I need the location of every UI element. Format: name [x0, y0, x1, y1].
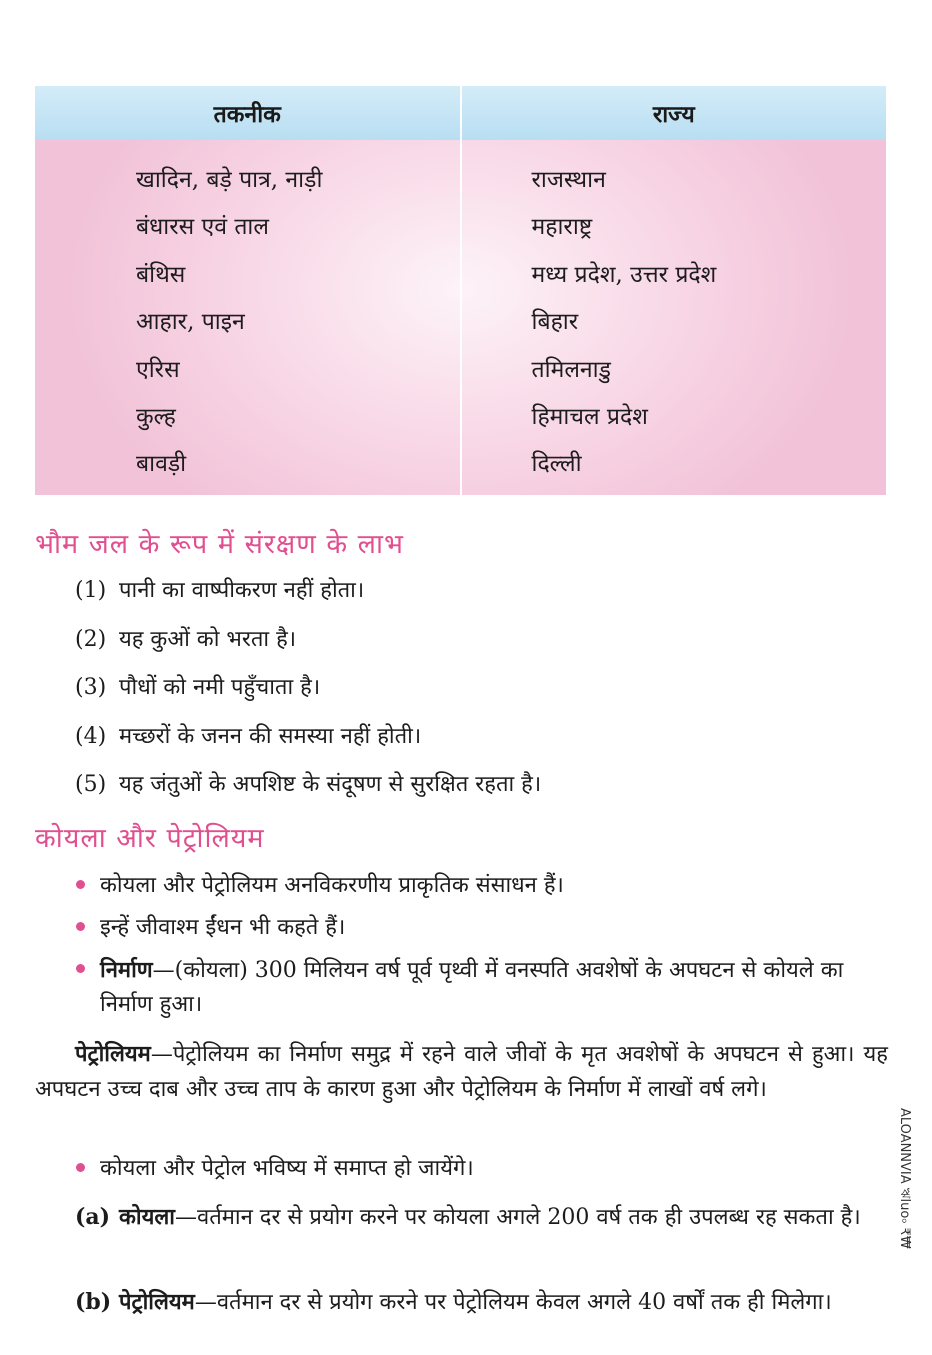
bullet-term: निर्माण [100, 957, 153, 983]
bullet-text: कोयला और पेट्रोलियम अनविकरणीय प्राकृतिक संसाधन हैं। [100, 873, 564, 898]
list-item [75, 768, 541, 817]
technique-cell: एरिस [136, 356, 180, 383]
state-cell: राजस्थान [531, 167, 606, 193]
technique-cell: बंधारस एवं ताल [136, 214, 269, 241]
item-number: (2) [75, 626, 107, 652]
item-text: —वर्तमान दर से प्रयोग करने पर कोयला अगले 200 वर्ष तक ही उपलब्ध रह सकता है। [174, 1205, 861, 1230]
bullet-item [76, 953, 888, 1022]
state-cell: मध्य प्रदेश, उत्तर प्रदेश [531, 261, 717, 288]
technique-cell: कुल्ह [136, 403, 176, 430]
bullet-dot-icon [76, 964, 85, 973]
list-item [75, 623, 541, 672]
item-number: (4) [75, 723, 107, 749]
item-text: —वर्तमान दर से प्रयोग करने पर पेट्रोलियम केवल अगले 40 वर्षों तक ही मिलेगा। [194, 1290, 832, 1315]
table-header [35, 86, 886, 140]
bullet-item [76, 1152, 474, 1186]
table-body [35, 140, 886, 495]
groundwater-heading: भौम जल के रूप में संरक्षण के लाभ [35, 529, 404, 560]
state-column [460, 140, 887, 495]
bullet-dot-icon [76, 880, 85, 889]
item-number: (5) [75, 772, 107, 798]
state-cell: महाराष्ट्र [531, 214, 593, 241]
list-item [75, 574, 541, 623]
paragraph-text: —पेट्रोलियम का निर्माण समुद्र में रहने वाले जीवों के मृत अवशेषों के अपघटन से हुआ। यह अपघटन उच्च दाब और उच्च ताप के कारण हुआ और पेट्रोलियम के निर्माण में लाखों वर्ष लगे। [35, 1042, 888, 1102]
groundwater-list [75, 574, 541, 817]
technique-cell: बंथिस [136, 261, 186, 288]
item-text: यह जंतुओं के अपशिष्ट के संदूषण से सुरक्षित रहता है। [119, 772, 542, 798]
techniques-table [35, 86, 886, 495]
header-state: राज्य [460, 86, 887, 140]
item-label: (b) [75, 1289, 112, 1315]
bullet-item [76, 869, 888, 903]
item-term: कोयला [119, 1204, 175, 1230]
list-item [75, 720, 541, 769]
item-text: मच्छरों के जनन की समस्या नहीं होती। [119, 723, 422, 749]
petroleum-future-item [75, 1284, 888, 1321]
item-text: यह कुओं को भरता है। [119, 626, 297, 652]
state-cell: दिल्ली [531, 451, 582, 478]
bullet-item [76, 911, 888, 945]
item-text: पानी का वाष्पीकरण नहीं होता। [119, 578, 365, 603]
list-item [75, 671, 541, 720]
item-number: (1) [75, 578, 107, 603]
coal-heading: कोयला और पेट्रोलियम [35, 823, 265, 854]
technique-cell: आहार, पाइन [136, 309, 245, 336]
technique-column [35, 140, 460, 495]
bullet-text: कोयला और पेट्रोल भविष्य में समाप्त हो जायेंगे। [100, 1156, 474, 1181]
item-text: पौधों को नमी पहुँचाता है। [119, 675, 321, 701]
coal-bullets [76, 869, 888, 1030]
item-term: पेट्रोलियम [119, 1289, 195, 1315]
item-label: (a) [75, 1204, 111, 1230]
coal-future-item [75, 1199, 888, 1236]
header-technique: तकनीक [213, 101, 281, 128]
bullet-text: —(कोयला) 300 मिलियन वर्ष पूर्व पृथ्वी में वनस्पति अवशेषों के अपघटन से कोयले का निर्माण हुआ। [100, 958, 844, 1017]
side-margin-text: ALOANNVIA ঋluo৹ ₹₩ [897, 1108, 912, 1249]
petroleum-paragraph [35, 1037, 888, 1107]
technique-cell: बावड़ी [136, 451, 187, 478]
bullet-dot-icon [76, 1163, 85, 1172]
state-cell: बिहार [531, 309, 579, 336]
paragraph-term: पेट्रोलियम [75, 1041, 151, 1067]
bullet-text: इन्हें जीवाश्म ईंधन भी कहते हैं। [100, 915, 346, 940]
item-number: (3) [75, 675, 107, 701]
bullet-dot-icon [76, 922, 85, 931]
state-cell: तमिलनाडु [531, 356, 611, 383]
state-cell: हिमाचल प्रदेश [531, 403, 648, 430]
technique-cell: खादिन, बड़े पात्र, नाड़ी [136, 167, 323, 193]
